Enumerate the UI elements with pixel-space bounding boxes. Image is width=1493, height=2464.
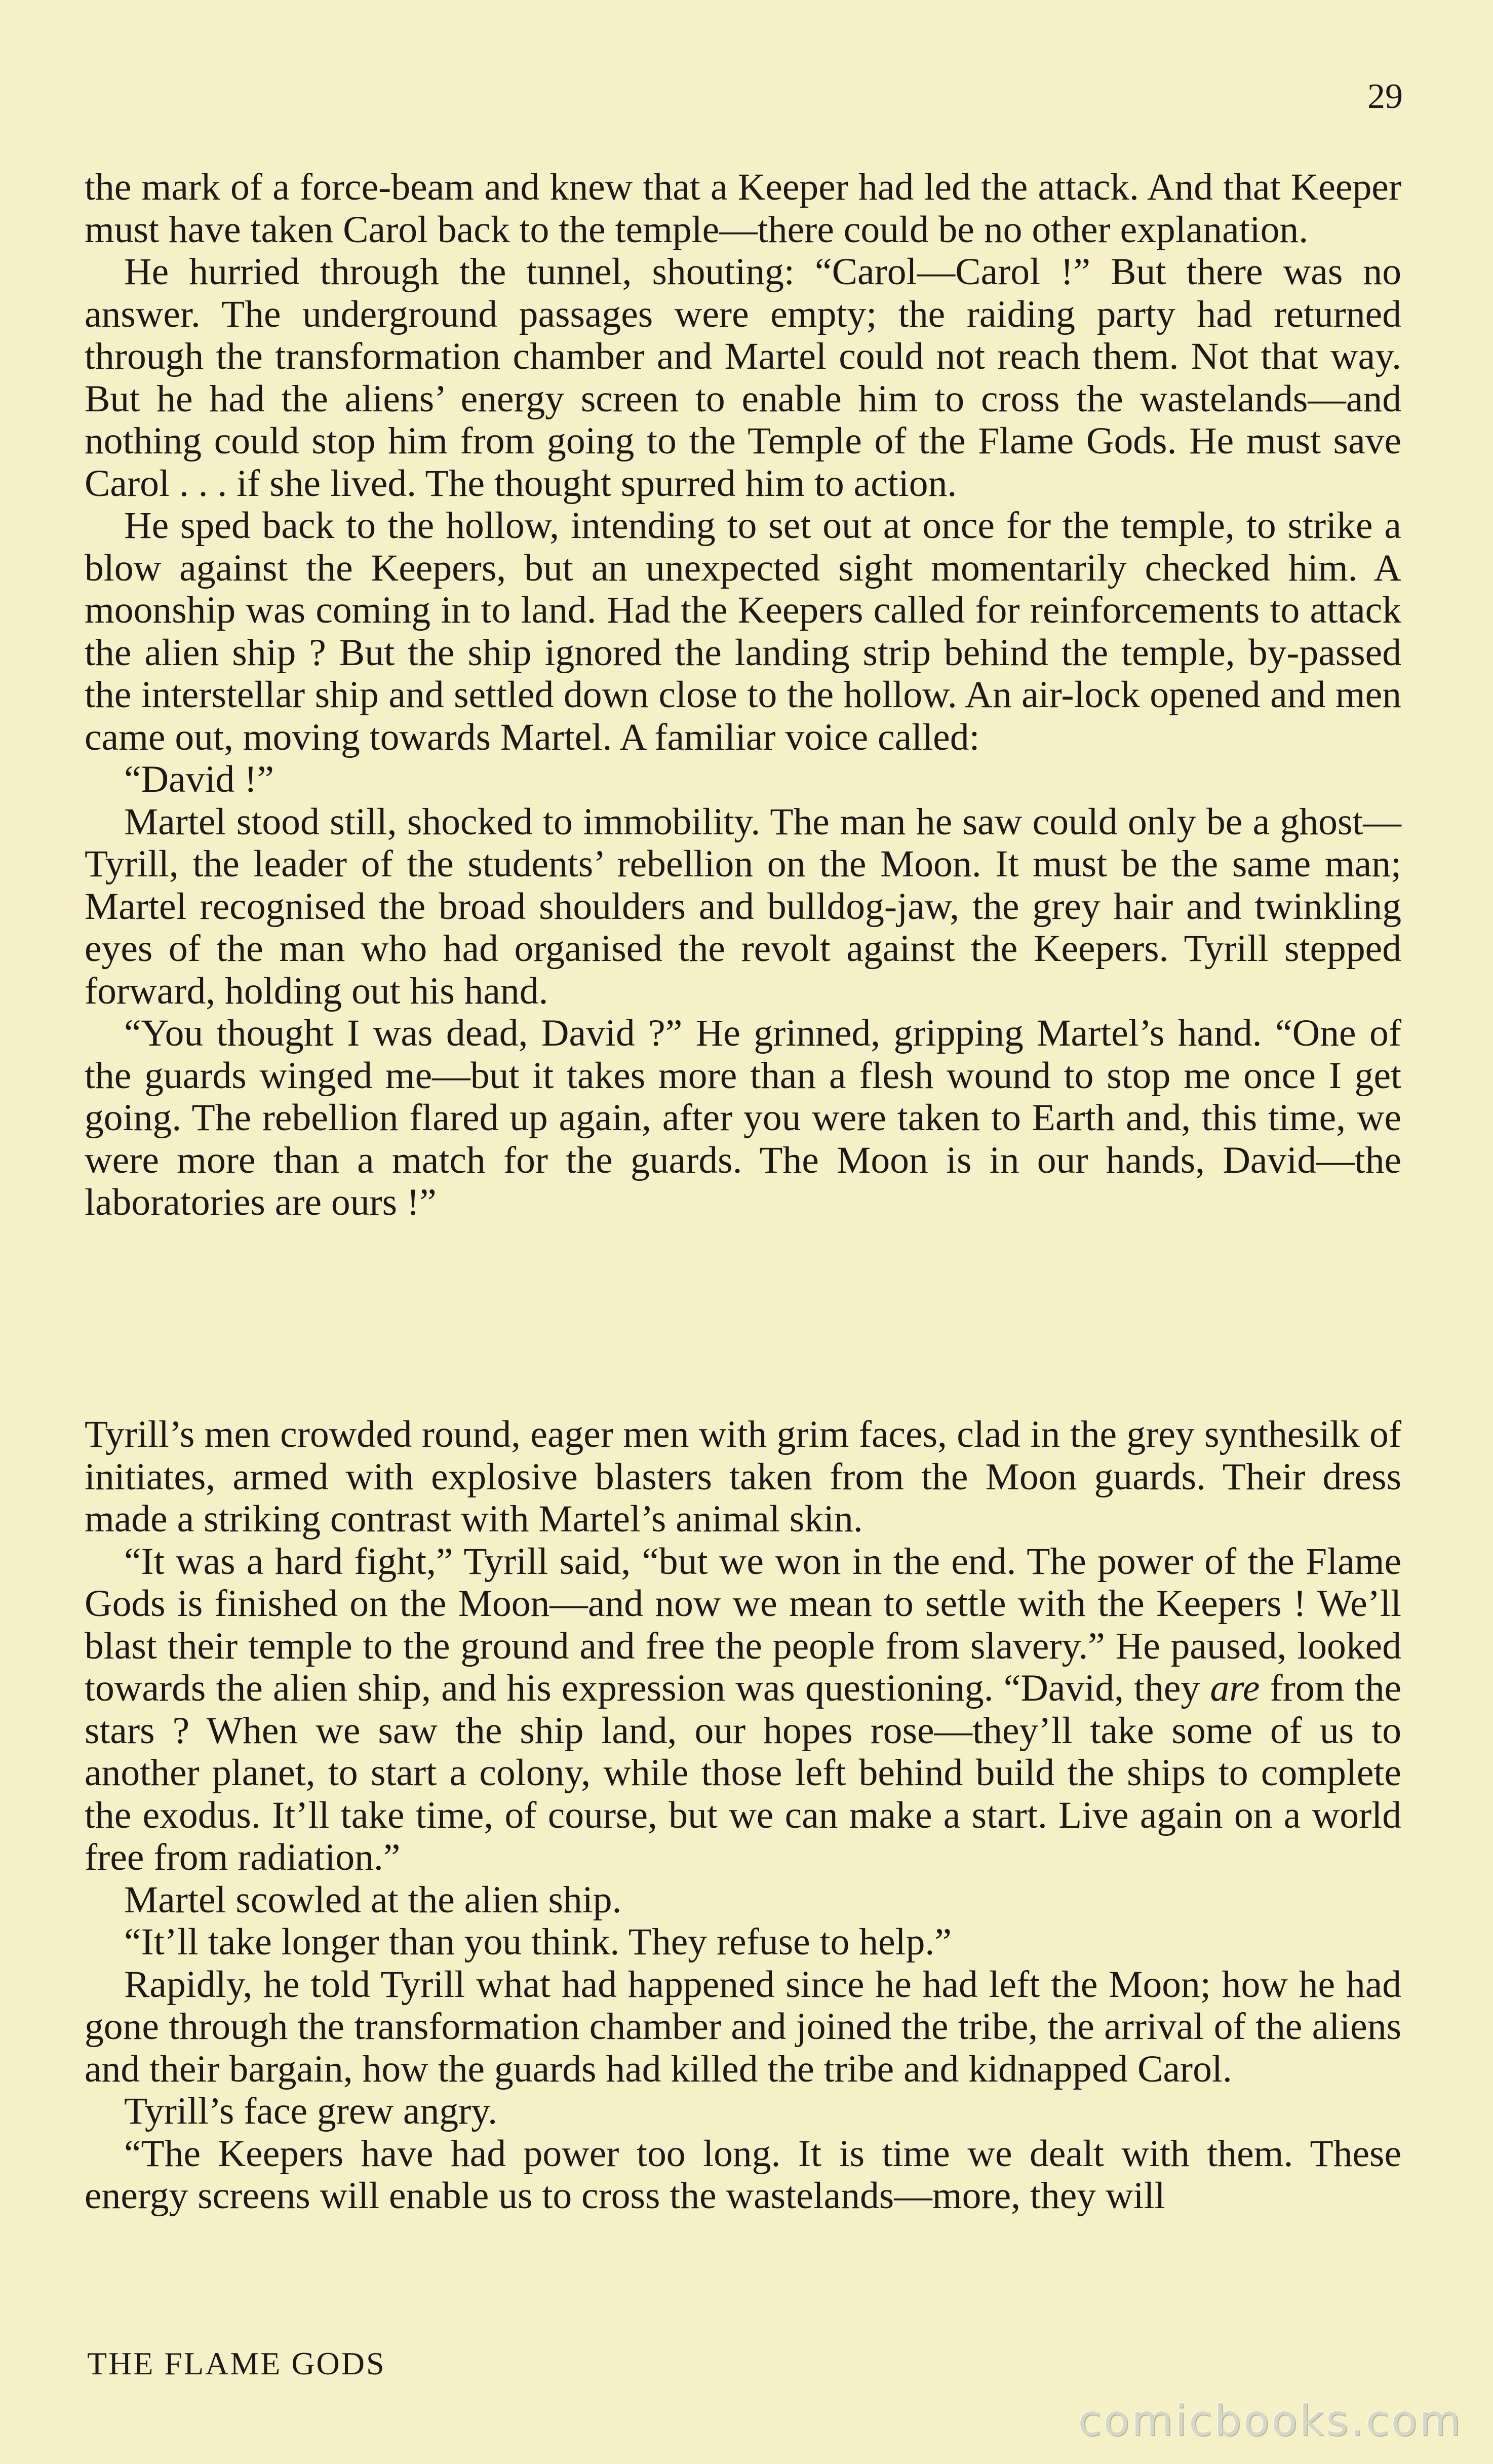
paragraph: He sped back to the hollow, intending to set out at once for the temple, to strike a blow against the Keepers, but an unexpected sight momentarily checked him. A moonship was coming in to land. Had the Keepers called for reinforcements to attack the alien ship ? But the ship ignored the landing strip behind the temple, by-passed the interstellar ship and settled down close to the hollow. An air-lock opened and men came out, moving towards Martel. A familiar voice called: [85,505,1401,758]
paragraph: “You thought I was dead, David ?” He grinned, gripping Martel’s hand. “One of the guards winged me—but it takes more than a flesh wound to stop me once I get going. The rebellion flared up again, after you were taken to Earth and, this time, we were more than a match for the guards. The Moon is in our hands, David—the laboratories are ours !” [85,1012,1401,1223]
paragraph: Martel scowled at the alien ship. [124,1878,622,1921]
emphasis-text: are [1210,1667,1260,1709]
paragraph-text: from the stars ? When we saw the ship land, our hopes rose—they’ll take some of us to another planet, to start a colony, while those left behind build the ships to complete the exodus. It’ll take time, of course, but we can make a start. Live again on a world free from radiation.” [85,1667,1402,1878]
text-block-lower [85,1413,1401,2217]
paragraph-text: “David, they [1003,1667,1210,1709]
paragraph: Rapidly, he told Tyrill what had happened since he had left the Moon; how he had gone through the transformation chamber and joined the tribe, the arrival of the aliens and their bargain, how the guards had killed the tribe and kidnapped Carol. [85,1963,1401,2090]
watermark: comicbooks.com [1078,2396,1463,2445]
paragraph: the mark of a force-beam and knew that a Keeper had led the attack. And that Keeper must have taken Carol back to the temple—there could be no other explanation. [85,166,1401,251]
text-block-upper [85,166,1401,1224]
running-footer: THE FLAME GODS [87,2345,386,2381]
paragraph [85,1541,1401,1879]
paragraph: “The Keepers have had power too long. It is time we dealt with them. These energy screens will enable us to cross the wastelands—more, they will [85,2132,1401,2217]
paragraph: Tyrill’s face grew angry. [124,2090,498,2132]
page-number: 29 [1367,77,1403,116]
paragraph: “David !” [124,758,274,800]
paragraph: He hurried through the tunnel, shouting: “Carol—Carol !” But there was no answer. The underground passages were empty; the raiding party had returned through the transformation chamber and Martel could not reach them. Not that way. But he had the aliens’ energy screen to enable him to cross the wastelands—and nothing could stop him from going to the Temple of the Flame Gods. He must save Carol . . . if she lived. The thought spurred him to action. [85,251,1401,505]
paragraph: “It’ll take longer than you think. They refuse to help.” [124,1921,952,1963]
paragraph-text: “It was a hard fight,” Tyrill said, “but we won in the end. The power of the Flame Gods is finished on the Moon—and now we mean to settle with the Keepers ! We’ll blast their temple to the ground and free the people from slavery.” He paused, looked towards the alien ship, and his expression was questioning. [85,1540,1401,1709]
paragraph: Martel stood still, shocked to immobility. The man he saw could only be a ghost—Tyrill, the leader of the students’ rebellion on the Moon. It must be the same man; Martel recognised the broad shoulders and bulldog-jaw, the grey hair and twinkling eyes of the man who had organised the revolt against the Keepers. Tyrill stepped forward, holding out his hand. [85,800,1401,1012]
paragraph: Tyrill’s men crowded round, eager men with grim faces, clad in the grey synthesilk of initiates, armed with explosive blasters taken from the Moon guards. Their dress made a striking contrast with Martel’s animal skin. [85,1413,1401,1540]
